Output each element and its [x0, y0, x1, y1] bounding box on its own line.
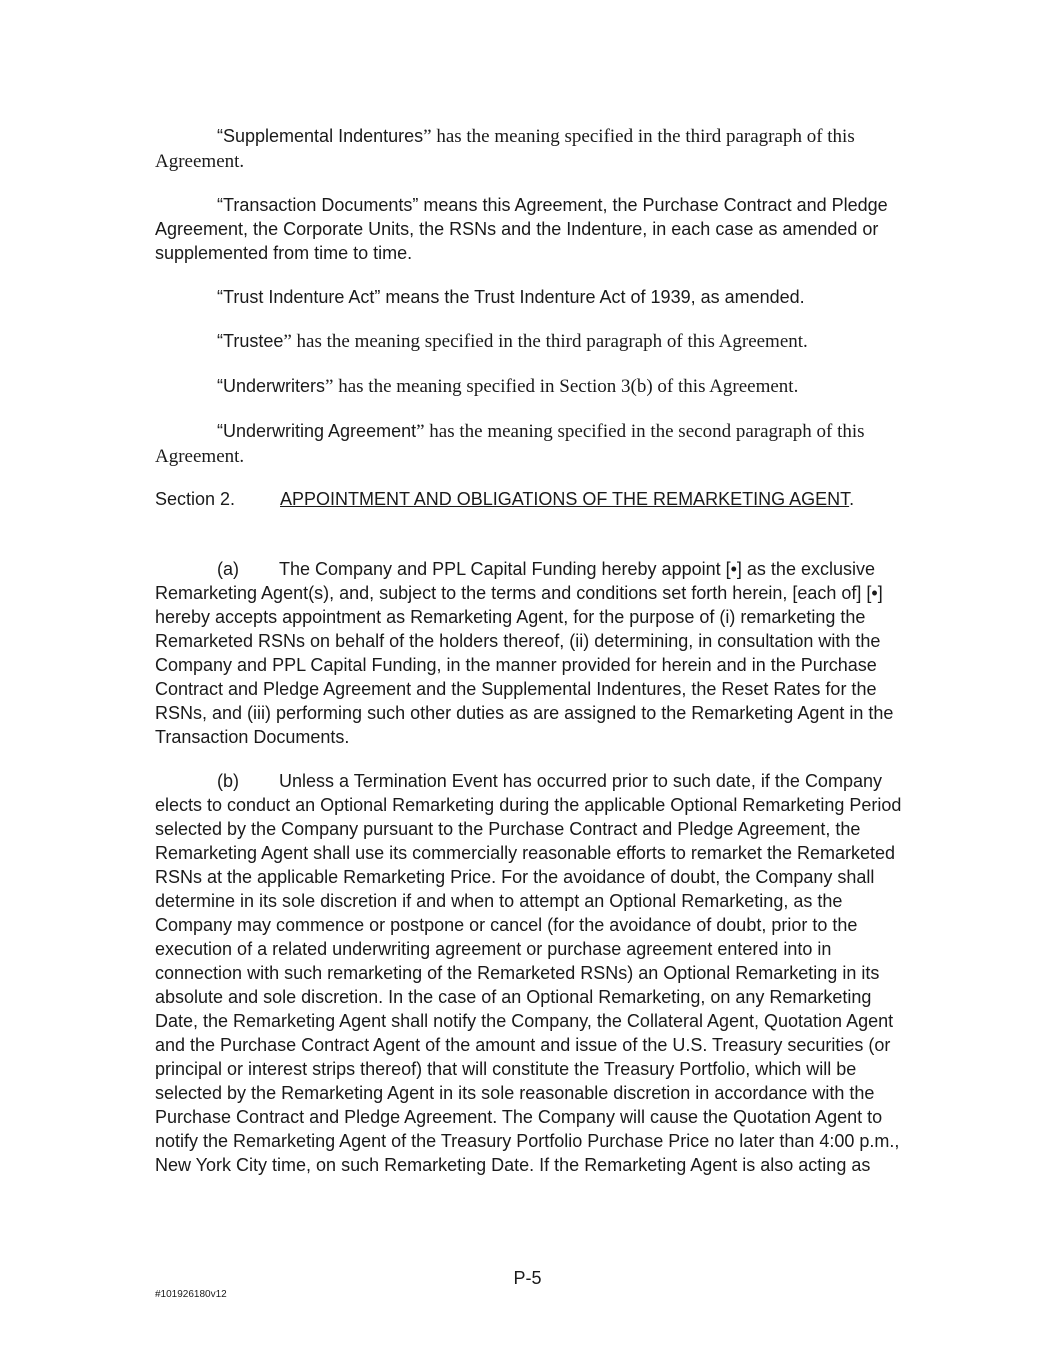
defined-term: “Underwriting Agreement	[217, 421, 417, 441]
subsection-a	[155, 557, 905, 749]
definition-trustee	[155, 329, 905, 354]
definition-underwriting-agreement	[155, 419, 905, 469]
section-title-period: .	[849, 489, 855, 509]
definition-text: ” has the meaning specified in the second paragraph of this Agreement.	[155, 421, 865, 467]
definition-underwriters	[155, 374, 905, 399]
definition-text: ” has the meaning specified in Section 3(b) of this Agreement.	[325, 376, 799, 397]
defined-term: “Underwriters	[217, 376, 326, 396]
defined-term: “Trustee	[217, 331, 284, 351]
definition-supplemental-indentures	[155, 124, 905, 174]
document-id: #101926180v12	[155, 1289, 227, 1300]
section-title	[280, 487, 880, 511]
definition-text: ” has the meaning specified in the third paragraph of this Agreement.	[283, 331, 808, 352]
subsection-label: (a)	[217, 559, 239, 579]
subsection-text: Unless a Termination Event has occurred prior to such date, if the Company elects to conduct an Optional Remarketing during the applicable Optional Remarketing Period selected by the Company pursuant to the Purchase Contract and Pledge Agreement, the Remarketing Agent shall use its commercially reasonable efforts to remarket the Remarketed RSNs at the applicable Remarketing Price. For the avoidance of doubt, the Company shall determine in its sole discretion if and when to attempt an Optional Remarketing, as the Company may commence or postpone or cancel (for the avoidance of doubt, prior to the execution of a related underwriting agreement or purchase agreement entered into in connection with such remarketing of the Remarketed RSNs) an Optional Remarketing in its absolute and sole discretion. In the case of an Optional Remarketing, on any Remarketing Date, the Remarketing Agent shall notify the Company, the Collateral Agent, Quotation Agent and the Purchase Contract Agent of the amount and issue of the U.S. Treasury securities (or principal or interest strips thereof) that will constitute the Treasury Portfolio, which will be selected by the Remarketing Agent in its sole reasonable discretion in accordance with the Purchase Contract and Pledge Agreement. The Company will cause the Quotation Agent to notify the Remarketing Agent of the Treasury Portfolio Purchase Price no later than 4:00 p.m., New York City time, on such Remarketing Date. If the Remarketing Agent is also acting as	[155, 771, 902, 1175]
defined-term: “Transaction Documents	[217, 195, 413, 215]
section-title-text: APPOINTMENT AND OBLIGATIONS OF THE REMARKETING AGENT	[280, 489, 850, 509]
definition-text: ” has the meaning specified in the third paragraph of this Agreement.	[155, 126, 855, 172]
definition-text: ” means the Trust Indenture Act of 1939, as amended.	[374, 287, 805, 307]
defined-term: “Trust Indenture Act	[217, 287, 375, 307]
definition-text: ” means this Agreement, the Purchase Contract and Pledge Agreement, the Corporate Units, the RSNs and the Indenture, in each case as amended or supplemented from time to time.	[155, 195, 888, 263]
definition-trust-indenture-act	[155, 285, 905, 309]
page-number: P-5	[513, 1268, 542, 1288]
subsection-text: The Company and PPL Capital Funding hereby appoint [•] as the exclusive Remarketing Agent(s), and, subject to the terms and conditions set forth herein, [each of] [•] hereby accepts appointment as Remarketing Agent, for the purpose of (i) remarketing the Remarketed RSNs on behalf of the holders thereof, (ii) determining, in consultation with the Company and PPL Capital Funding, in the manner provided for herein and in the Purchase Contract and Pledge Agreement and the Supplemental Indentures, the Reset Rates for the RSNs, and (iii) performing such other duties as are assigned to the Remarketing Agent in the Transaction Documents.	[155, 559, 894, 747]
subsection-label: (b)	[217, 771, 239, 791]
section-number: Section 2.	[155, 489, 236, 509]
defined-term: “Supplemental Indentures	[217, 126, 424, 146]
subsection-b	[155, 769, 905, 1177]
definition-transaction-documents	[155, 193, 905, 265]
